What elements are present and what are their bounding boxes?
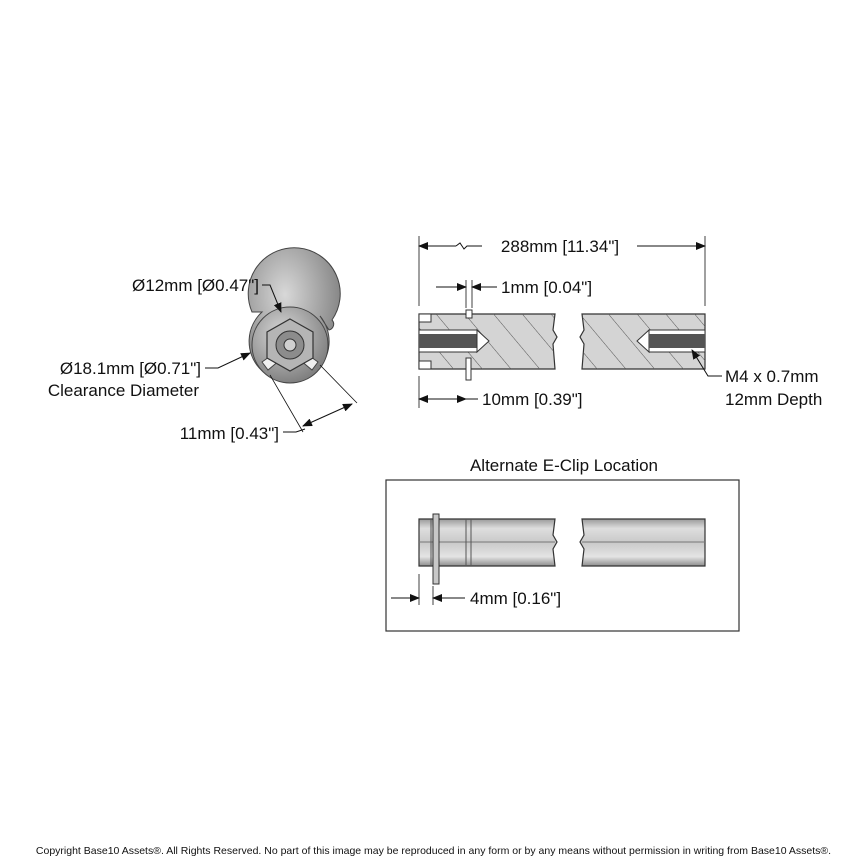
end-view	[48, 248, 357, 443]
clearance-value: Ø18.1mm [Ø0.71"]	[59, 359, 201, 378]
clearance-leader	[205, 353, 250, 368]
shaft-diameter-label: Ø12mm [Ø0.47"]	[132, 276, 259, 295]
alternate-title: Alternate E-Clip Location	[469, 456, 659, 475]
clip-groove	[466, 310, 472, 318]
thread-depth-label: 12mm Depth	[725, 390, 823, 409]
overall-length-label: 288mm [11.34"]	[500, 237, 620, 256]
clearance-label: Clearance Diameter	[47, 381, 199, 400]
alt-e-clip	[433, 514, 439, 584]
across-flats-label: 11mm [0.43"]	[179, 424, 279, 443]
tapped-hole	[284, 339, 296, 351]
clip-tab	[466, 358, 471, 380]
groove-offset-label: 10mm [0.39"]	[482, 390, 583, 409]
section-view	[419, 236, 822, 409]
alternate-view	[386, 456, 739, 631]
groove-width-label: 1mm [0.04"]	[501, 278, 593, 297]
alt-offset-label: 4mm [0.16"]	[470, 589, 562, 608]
thread-spec-label: M4 x 0.7mm	[725, 367, 819, 386]
copyright-footer: Copyright Base10 Assets®. All Rights Reserved. No part of this image may be reproduced in any form or by any means without permission in writing from Base10 Assets®.	[35, 845, 832, 857]
across-flats-dimension	[303, 404, 352, 426]
